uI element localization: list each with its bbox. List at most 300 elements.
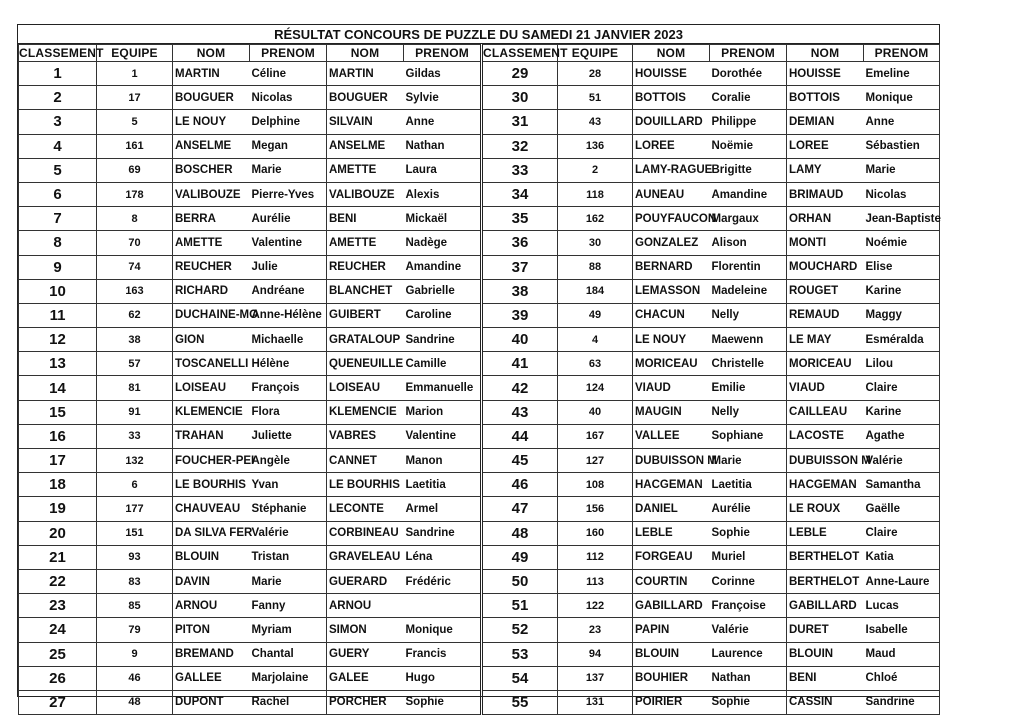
team-number-cell: 79 (97, 618, 173, 642)
rank-cell: 1 (19, 62, 97, 86)
member2-last-name: VABRES (327, 424, 404, 448)
member2-first-name: Manon (404, 449, 481, 473)
member1-first-name: Chantal (250, 642, 327, 666)
member2-last-name: LOREE (787, 134, 864, 158)
member1-first-name: Julie (250, 255, 327, 279)
member1-last-name: POUYFAUCON (633, 207, 710, 231)
table-row (482, 497, 940, 521)
table-row (19, 497, 481, 521)
rank-cell: 33 (482, 158, 558, 182)
member2-first-name: Elise (864, 255, 940, 279)
team-number-cell: 112 (558, 545, 633, 569)
table-row (482, 400, 940, 424)
member1-first-name: Hélène (250, 352, 327, 376)
rank-cell: 31 (482, 110, 558, 134)
table-row (482, 618, 940, 642)
team-number-cell: 88 (558, 255, 633, 279)
header-nom-1: NOM (633, 45, 710, 62)
member2-first-name: Emeline (864, 62, 940, 86)
member2-first-name: Noémie (864, 231, 940, 255)
member2-first-name: Valérie (864, 449, 940, 473)
member1-last-name: RICHARD (173, 279, 250, 303)
table-row (19, 303, 481, 327)
member1-last-name: DANIEL (633, 497, 710, 521)
table-row (19, 110, 481, 134)
table-row (19, 424, 481, 448)
rank-cell: 5 (19, 158, 97, 182)
member1-last-name: LEBLE (633, 521, 710, 545)
member1-last-name: REUCHER (173, 255, 250, 279)
member2-first-name: Hugo (404, 666, 481, 690)
member2-last-name: QUENEUILLE (327, 352, 404, 376)
rank-cell: 42 (482, 376, 558, 400)
member1-last-name: VALLEE (633, 424, 710, 448)
member2-last-name: MARTIN (327, 62, 404, 86)
header-nom-1: NOM (173, 45, 250, 62)
member2-first-name: Claire (864, 521, 940, 545)
team-number-cell: 85 (97, 594, 173, 618)
member1-first-name: Noëmie (710, 134, 787, 158)
member1-first-name: Stéphanie (250, 497, 327, 521)
rank-cell: 37 (482, 255, 558, 279)
team-number-cell: 83 (97, 569, 173, 593)
member2-first-name: Gaëlle (864, 497, 940, 521)
table-row (19, 231, 481, 255)
team-number-cell: 40 (558, 400, 633, 424)
table-row (19, 328, 481, 352)
member2-first-name: Emmanuelle (404, 376, 481, 400)
results-table-right (480, 44, 940, 715)
rank-cell: 2 (19, 86, 97, 110)
team-number-cell: 163 (97, 279, 173, 303)
member2-first-name: Sandrine (404, 521, 481, 545)
team-number-cell: 91 (97, 400, 173, 424)
table-row (482, 449, 940, 473)
team-number-cell: 46 (97, 666, 173, 690)
member2-first-name: Karine (864, 279, 940, 303)
rank-cell: 15 (19, 400, 97, 424)
member2-first-name: Alexis (404, 182, 481, 206)
member2-last-name: ROUGET (787, 279, 864, 303)
results-sheet (17, 24, 941, 711)
table-row (482, 376, 940, 400)
rank-cell: 19 (19, 497, 97, 521)
member2-first-name: Francis (404, 642, 481, 666)
member2-last-name: VALIBOUZE (327, 182, 404, 206)
table-row (19, 545, 481, 569)
rank-cell: 53 (482, 642, 558, 666)
rank-cell: 18 (19, 473, 97, 497)
table-row (19, 666, 481, 690)
member2-last-name: REUCHER (327, 255, 404, 279)
team-number-cell: 43 (558, 110, 633, 134)
member1-last-name: VIAUD (633, 376, 710, 400)
team-number-cell: 69 (97, 158, 173, 182)
member1-last-name: LOISEAU (173, 376, 250, 400)
header-prenom-1: PRENOM (710, 45, 787, 62)
member2-first-name: Sylvie (404, 86, 481, 110)
member2-first-name: Armel (404, 497, 481, 521)
member1-last-name: DA SILVA FER (173, 521, 250, 545)
member2-last-name: PORCHER (327, 690, 404, 714)
member2-first-name: Claire (864, 376, 940, 400)
rank-cell: 32 (482, 134, 558, 158)
team-number-cell: 137 (558, 666, 633, 690)
team-number-cell: 8 (97, 207, 173, 231)
team-number-cell: 33 (97, 424, 173, 448)
member2-last-name: GUIBERT (327, 303, 404, 327)
member2-first-name: Samantha (864, 473, 940, 497)
table-row (19, 158, 481, 182)
member2-first-name: Jean-Baptiste (864, 207, 940, 231)
header-equipe: EQUIPE (558, 45, 633, 62)
member1-first-name: Marie (710, 449, 787, 473)
rank-cell: 22 (19, 569, 97, 593)
member1-last-name: DUBUISSON M (633, 449, 710, 473)
rank-cell: 8 (19, 231, 97, 255)
member2-first-name: Nadège (404, 231, 481, 255)
member1-first-name: Philippe (710, 110, 787, 134)
member1-first-name: Margaux (710, 207, 787, 231)
table-row (19, 352, 481, 376)
member2-first-name: Marie (864, 158, 940, 182)
rank-cell: 21 (19, 545, 97, 569)
team-number-cell: 161 (97, 134, 173, 158)
member2-last-name: ORHAN (787, 207, 864, 231)
member2-first-name: Katia (864, 545, 940, 569)
member1-last-name: MORICEAU (633, 352, 710, 376)
member2-last-name: MOUCHARD (787, 255, 864, 279)
team-number-cell: 132 (97, 449, 173, 473)
member2-first-name: Isabelle (864, 618, 940, 642)
member2-last-name: BERTHELOT (787, 569, 864, 593)
member2-last-name: LE MAY (787, 328, 864, 352)
rank-cell: 51 (482, 594, 558, 618)
member1-last-name: MARTIN (173, 62, 250, 86)
member2-first-name: Valentine (404, 424, 481, 448)
table-row (19, 521, 481, 545)
member1-last-name: DAVIN (173, 569, 250, 593)
member1-last-name: VALIBOUZE (173, 182, 250, 206)
member1-last-name: LE NOUY (633, 328, 710, 352)
rank-cell: 35 (482, 207, 558, 231)
member2-last-name: GRAVELEAU (327, 545, 404, 569)
member1-last-name: PITON (173, 618, 250, 642)
member2-last-name: CASSIN (787, 690, 864, 714)
member2-first-name: Sandrine (864, 690, 940, 714)
member1-last-name: LEMASSON (633, 279, 710, 303)
member1-first-name: Madeleine (710, 279, 787, 303)
team-number-cell: 57 (97, 352, 173, 376)
member1-first-name: Megan (250, 134, 327, 158)
table-row (482, 182, 940, 206)
member2-last-name: MONTI (787, 231, 864, 255)
member2-last-name: BOTTOIS (787, 86, 864, 110)
member1-first-name: Sophie (710, 690, 787, 714)
member1-first-name: Delphine (250, 110, 327, 134)
rank-cell: 45 (482, 449, 558, 473)
member2-last-name: DURET (787, 618, 864, 642)
table-row (19, 86, 481, 110)
member1-first-name: Dorothée (710, 62, 787, 86)
member1-first-name: Muriel (710, 545, 787, 569)
member1-last-name: FORGEAU (633, 545, 710, 569)
member1-first-name: Laetitia (710, 473, 787, 497)
table-row (482, 666, 940, 690)
member2-last-name: GRATALOUP (327, 328, 404, 352)
member1-last-name: DOUILLARD (633, 110, 710, 134)
member2-last-name: DEMIAN (787, 110, 864, 134)
member2-last-name: LEBLE (787, 521, 864, 545)
member1-last-name: BLOUIN (173, 545, 250, 569)
team-number-cell: 93 (97, 545, 173, 569)
rank-cell: 25 (19, 642, 97, 666)
table-row (482, 134, 940, 158)
table-row (482, 231, 940, 255)
rank-cell: 26 (19, 666, 97, 690)
member1-first-name: Flora (250, 400, 327, 424)
table-row (482, 352, 940, 376)
team-number-cell: 131 (558, 690, 633, 714)
team-number-cell: 177 (97, 497, 173, 521)
member1-first-name: Nelly (710, 303, 787, 327)
member1-first-name: Sophiane (710, 424, 787, 448)
member2-last-name: VIAUD (787, 376, 864, 400)
rank-cell: 49 (482, 545, 558, 569)
rank-cell: 3 (19, 110, 97, 134)
member2-last-name: GABILLARD (787, 594, 864, 618)
table-row (482, 545, 940, 569)
team-number-cell: 74 (97, 255, 173, 279)
rank-cell: 13 (19, 352, 97, 376)
member1-last-name: DUPONT (173, 690, 250, 714)
table-row (482, 255, 940, 279)
team-number-cell: 156 (558, 497, 633, 521)
team-number-cell: 127 (558, 449, 633, 473)
member1-last-name: BERNARD (633, 255, 710, 279)
rank-cell: 9 (19, 255, 97, 279)
member1-first-name: Anne-Hélène (250, 303, 327, 327)
rank-cell: 44 (482, 424, 558, 448)
team-number-cell: 136 (558, 134, 633, 158)
member1-last-name: AUNEAU (633, 182, 710, 206)
member1-first-name: Céline (250, 62, 327, 86)
member2-last-name: BOUGUER (327, 86, 404, 110)
team-number-cell: 62 (97, 303, 173, 327)
table-row (482, 594, 940, 618)
team-number-cell: 108 (558, 473, 633, 497)
member2-first-name: Chloé (864, 666, 940, 690)
member2-first-name: Nicolas (864, 182, 940, 206)
team-number-cell: 94 (558, 642, 633, 666)
header-classement: CLASSEMENT (19, 46, 104, 60)
rank-cell: 41 (482, 352, 558, 376)
member1-last-name: MAUGIN (633, 400, 710, 424)
member2-last-name: DUBUISSON M (787, 449, 864, 473)
member2-first-name: Anne (864, 110, 940, 134)
member1-last-name: GABILLARD (633, 594, 710, 618)
member2-last-name: LACOSTE (787, 424, 864, 448)
member1-last-name: BOSCHER (173, 158, 250, 182)
table-row (19, 594, 481, 618)
member2-first-name (404, 594, 481, 618)
table-row (19, 473, 481, 497)
member2-first-name: Esméralda (864, 328, 940, 352)
member1-first-name: Sophie (710, 521, 787, 545)
member1-last-name: FOUCHER-PEI (173, 449, 250, 473)
member1-first-name: Pierre-Yves (250, 182, 327, 206)
member1-last-name: GION (173, 328, 250, 352)
table-row (19, 62, 481, 86)
team-number-cell: 113 (558, 569, 633, 593)
team-number-cell: 162 (558, 207, 633, 231)
rank-cell: 46 (482, 473, 558, 497)
team-number-cell: 1 (97, 62, 173, 86)
member1-first-name: Aurélie (250, 207, 327, 231)
member1-first-name: Fanny (250, 594, 327, 618)
rank-cell: 11 (19, 303, 97, 327)
member1-first-name: Michaelle (250, 328, 327, 352)
member1-last-name: ARNOU (173, 594, 250, 618)
table-row (19, 400, 481, 424)
rank-cell: 7 (19, 207, 97, 231)
member2-last-name: LECONTE (327, 497, 404, 521)
member1-last-name: BLOUIN (633, 642, 710, 666)
member2-first-name: Amandine (404, 255, 481, 279)
member1-first-name: Nathan (710, 666, 787, 690)
rank-cell: 6 (19, 182, 97, 206)
team-number-cell: 48 (97, 690, 173, 714)
results-table-left (18, 44, 481, 715)
member1-first-name: Tristan (250, 545, 327, 569)
member2-last-name: CANNET (327, 449, 404, 473)
team-number-cell: 6 (97, 473, 173, 497)
rank-cell: 39 (482, 303, 558, 327)
member2-first-name: Sandrine (404, 328, 481, 352)
member2-first-name: Camille (404, 352, 481, 376)
member1-first-name: Myriam (250, 618, 327, 642)
member1-first-name: Alison (710, 231, 787, 255)
member1-first-name: Valentine (250, 231, 327, 255)
rank-cell: 27 (19, 690, 97, 714)
member1-last-name: HACGEMAN (633, 473, 710, 497)
member2-last-name: GALEE (327, 666, 404, 690)
team-number-cell: 51 (558, 86, 633, 110)
member1-first-name: Andréane (250, 279, 327, 303)
team-number-cell: 122 (558, 594, 633, 618)
member1-first-name: Angèle (250, 449, 327, 473)
team-number-cell: 4 (558, 328, 633, 352)
member2-last-name: ANSELME (327, 134, 404, 158)
member2-last-name: SILVAIN (327, 110, 404, 134)
member2-first-name: Léna (404, 545, 481, 569)
team-number-cell: 167 (558, 424, 633, 448)
member2-first-name: Anne-Laure (864, 569, 940, 593)
header-row (482, 45, 940, 62)
member1-first-name: Corinne (710, 569, 787, 593)
member1-first-name: Valérie (710, 618, 787, 642)
member2-first-name: Monique (404, 618, 481, 642)
table-row (482, 328, 940, 352)
member2-first-name: Sébastien (864, 134, 940, 158)
member1-last-name: LE NOUY (173, 110, 250, 134)
member2-first-name: Caroline (404, 303, 481, 327)
member1-last-name: BREMAND (173, 642, 250, 666)
member1-first-name: Rachel (250, 690, 327, 714)
member2-first-name: Maud (864, 642, 940, 666)
table-row (19, 279, 481, 303)
member1-first-name: Yvan (250, 473, 327, 497)
table-row (19, 642, 481, 666)
rank-cell: 12 (19, 328, 97, 352)
header-equipe: EQUIPE (97, 45, 173, 62)
table-row (19, 182, 481, 206)
rank-cell: 23 (19, 594, 97, 618)
member1-first-name: Nelly (710, 400, 787, 424)
header-classement: CLASSEMENT (483, 46, 568, 60)
rank-cell: 30 (482, 86, 558, 110)
table-row (482, 521, 940, 545)
member2-last-name: AMETTE (327, 231, 404, 255)
member2-first-name: Lilou (864, 352, 940, 376)
member2-first-name: Frédéric (404, 569, 481, 593)
team-number-cell: 151 (97, 521, 173, 545)
member1-first-name: Emilie (710, 376, 787, 400)
table-row (482, 62, 940, 86)
member2-last-name: CORBINEAU (327, 521, 404, 545)
member1-first-name: Brigitte (710, 158, 787, 182)
table-row (482, 473, 940, 497)
member1-last-name: LOREE (633, 134, 710, 158)
member2-last-name: GUERY (327, 642, 404, 666)
member2-last-name: CAILLEAU (787, 400, 864, 424)
rank-cell: 36 (482, 231, 558, 255)
rank-cell: 14 (19, 376, 97, 400)
member2-first-name: Laura (404, 158, 481, 182)
member1-first-name: Juliette (250, 424, 327, 448)
team-number-cell: 81 (97, 376, 173, 400)
member1-first-name: Laurence (710, 642, 787, 666)
team-number-cell: 2 (558, 158, 633, 182)
member1-first-name: Marie (250, 158, 327, 182)
table-row (19, 134, 481, 158)
member2-first-name: Maggy (864, 303, 940, 327)
member1-last-name: TRAHAN (173, 424, 250, 448)
member1-last-name: COURTIN (633, 569, 710, 593)
table-row (482, 690, 940, 714)
member1-first-name: Aurélie (710, 497, 787, 521)
header-prenom-2: PRENOM (404, 45, 481, 62)
member1-first-name: Marie (250, 569, 327, 593)
member2-first-name: Mickaël (404, 207, 481, 231)
member1-last-name: BERRA (173, 207, 250, 231)
member2-last-name: BRIMAUD (787, 182, 864, 206)
rank-cell: 16 (19, 424, 97, 448)
member2-last-name: REMAUD (787, 303, 864, 327)
team-number-cell: 30 (558, 231, 633, 255)
member2-first-name: Lucas (864, 594, 940, 618)
table-row (482, 207, 940, 231)
member2-first-name: Nathan (404, 134, 481, 158)
rank-cell: 38 (482, 279, 558, 303)
rank-cell: 48 (482, 521, 558, 545)
table-row (482, 110, 940, 134)
member2-last-name: ARNOU (327, 594, 404, 618)
table-row (19, 376, 481, 400)
member1-last-name: POIRIER (633, 690, 710, 714)
rank-cell: 10 (19, 279, 97, 303)
member2-first-name: Anne (404, 110, 481, 134)
